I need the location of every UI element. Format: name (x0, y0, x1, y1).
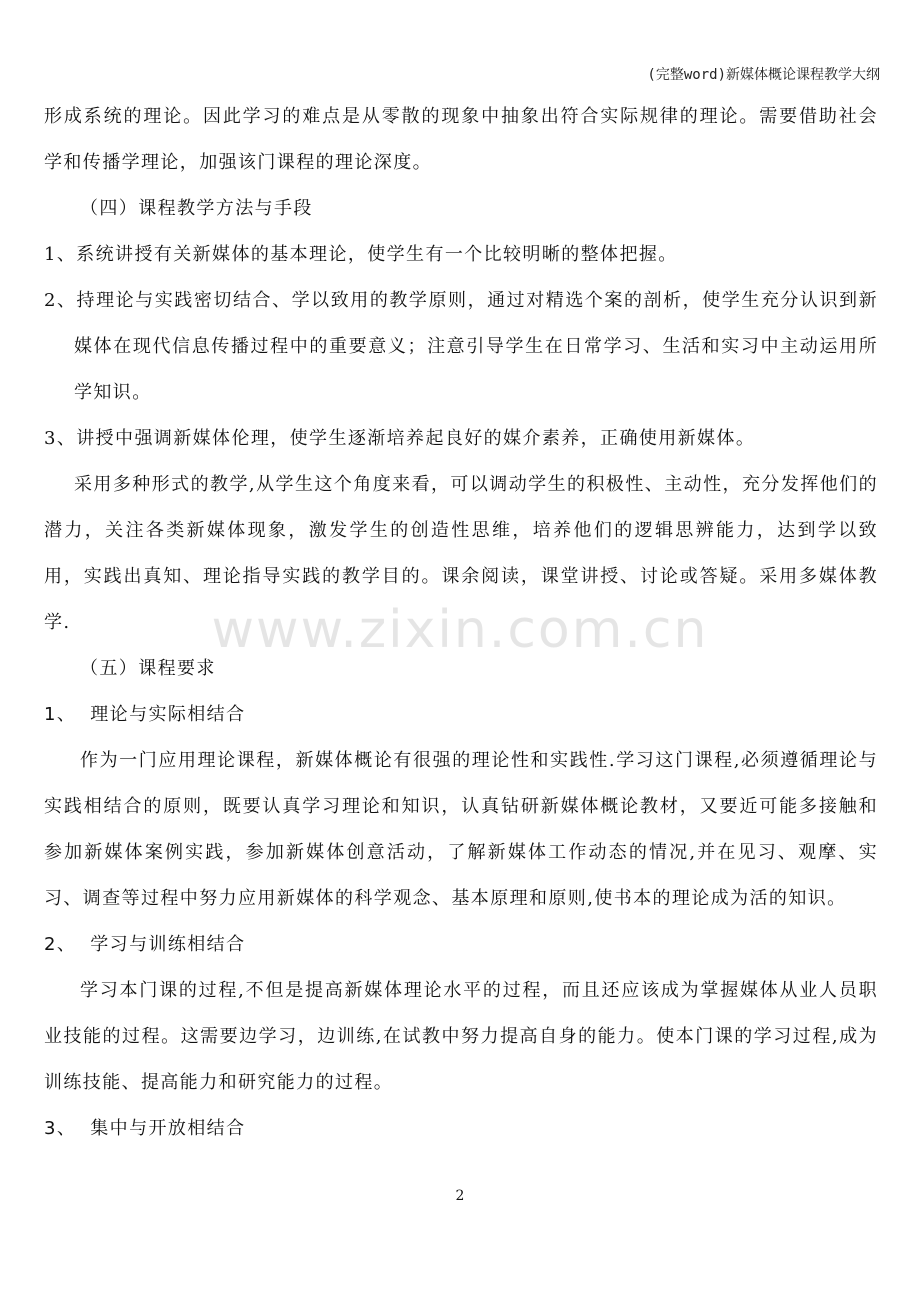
requirement-heading-3 (44, 1106, 878, 1152)
section-heading-requirements: （五）课程要求 (80, 658, 216, 679)
requirement-number: 3、 (44, 1118, 77, 1139)
paragraph-continued: 形成系统的理论。因此学习的难点是从零散的现象中抽象出符合实际规律的理论。需要借助社会学和传播学理论，加强该门课程的理论深度。 (44, 106, 878, 173)
requirement-heading-2 (44, 922, 878, 968)
method-item-1: 1、系统讲授有关新媒体的基本理论，使学生有一个比较明晰的整体把握。 (44, 244, 678, 265)
requirement-paragraph-2: 学习本门课的过程,不但是提高新媒体理论水平的过程，而且还应该成为掌握媒体从业人员职业技能的过程。这需要边学习，边训练,在试教中努力提高自身的能力。使本门课的学习过程,成为训练技能、提高能力和研究能力的过程。 (44, 980, 878, 1093)
page-number: 2 (455, 1188, 465, 1204)
watermark: www.zixin.com.cn (211, 600, 709, 660)
requirement-number: 2、 (44, 934, 77, 955)
requirement-title: 理论与实际相结合 (90, 704, 246, 725)
requirement-number: 1、 (44, 704, 77, 725)
method-item-3: 3、讲授中强调新媒体伦理，使学生逐渐培养起良好的媒介素养，正确使用新媒体。 (44, 428, 756, 449)
requirement-title: 学习与训练相结合 (90, 934, 246, 955)
section-heading-methods: （四）课程教学方法与手段 (80, 198, 313, 219)
document-body (44, 94, 878, 1152)
requirement-title: 集中与开放相结合 (90, 1118, 246, 1139)
document-header: (完整word)新媒体概论课程教学大纲 (647, 67, 880, 83)
methods-summary-paragraph: 采用多种形式的教学,从学生这个角度来看，可以调动学生的积极性、主动性，充分发挥他们的潜力，关注各类新媒体现象，激发学生的创造性思维，培养他们的逻辑思辨能力，达到学以致用，实践出真知、理论指导实践的教学目的。课余阅读，课堂讲授、讨论或答疑。采用多媒体教学. (44, 474, 878, 633)
requirement-paragraph-1: 作为一门应用理论课程，新媒体概论有很强的理论性和实践性.学习这门课程,必须遵循理论与实践相结合的原则，既要认真学习理论和知识，认真钻研新媒体概论教材，又要近可能多接触和参加新媒体案例实践，参加新媒体创意活动，了解新媒体工作动态的情况,并在见习、观摩、实习、调查等过程中努力应用新媒体的科学观念、基本原理和原则,使书本的理论成为活的知识。 (44, 750, 878, 909)
requirement-heading-1 (44, 692, 878, 738)
method-item-2: 2、持理论与实践密切结合、学以致用的教学原则，通过对精选个案的剖析，使学生充分认识到新媒体在现代信息传播过程中的重要意义；注意引导学生在日常学习、生活和实习中主动运用所学知识。 (44, 290, 878, 403)
